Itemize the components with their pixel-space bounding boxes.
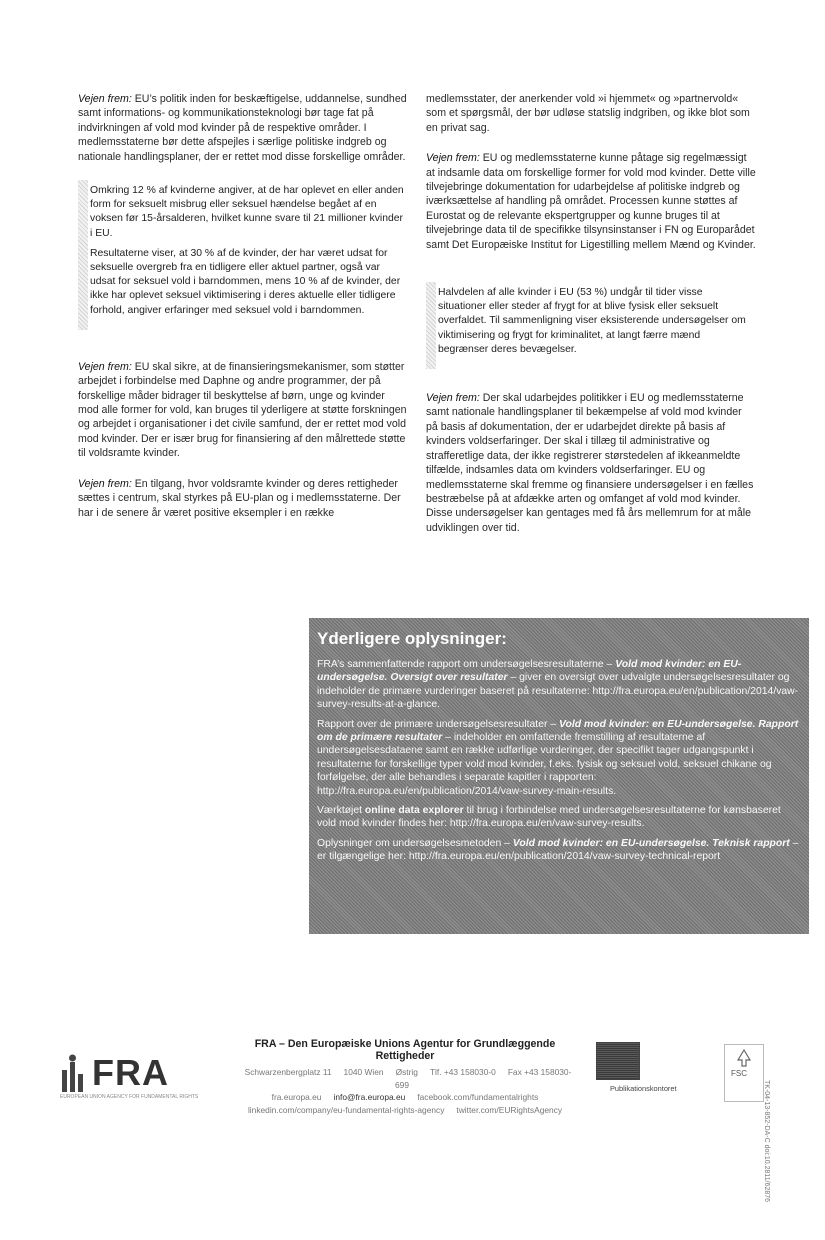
- paragraph: [426, 391, 756, 535]
- address-street: Schwarzenbergplatz 11: [244, 1067, 332, 1077]
- right-column: [426, 92, 756, 551]
- info-box: [309, 618, 809, 934]
- contact-line: [230, 1091, 580, 1104]
- left-column: [78, 92, 408, 536]
- fra-logo: [60, 1050, 199, 1100]
- info-link-text[interactable]: til brug i forbindelse med undersøgelsesresultaterne for kønsbaseret vold mod kvinder findes her: http://fra.europa.eu/en/vaw-survey-results.: [317, 805, 781, 830]
- footer: [0, 1038, 825, 1118]
- publication-title: Vold mod kvinder: en EU-undersøgelse. Rapport om de primære resultater: [317, 718, 799, 744]
- catalogue-code: TK-04-13-852-DA-C doi:10.2811/62876: [763, 1080, 770, 1203]
- highlight-quote: [426, 282, 756, 369]
- website-link[interactable]: fra.europa.eu: [271, 1092, 322, 1102]
- info-item: [317, 804, 799, 831]
- highlight-quote: [78, 180, 408, 330]
- publications-office-label: Publikationskontoret: [610, 1084, 677, 1093]
- phone: Tlf. +43 158030-0: [429, 1067, 496, 1077]
- twitter-link[interactable]: twitter.com/EURightsAgency: [456, 1104, 563, 1115]
- paragraph-text: EU’s politik inden for beskæftigelse, uddannelse, sundhed samt informations- og kommunikationsteknologi bør tage fat på indvirkningen af vold mod kvinder på de respektive områder. I medlemsstaterne bør dette afspejles i særlige politiske indgreb og nationale handlingsplaner, der er rettet mod disse forskellige områder.: [78, 93, 407, 163]
- quote-text: Omkring 12 % af kvinderne angiver, at de har oplevet en eller anden form for seksuelt misbrug eller seksuel hændelse begået af en voksen før 15-årsalderen, hvilket kunne svare til 21 millioner kvinder i EU.: [90, 185, 404, 239]
- publications-office-logo: [596, 1042, 716, 1104]
- fra-emblem-icon: [60, 1054, 88, 1094]
- info-box-heading: Yderligere oplysninger:: [317, 629, 507, 648]
- paragraph-text: EU og medlemsstaterne kunne påtage sig regelmæssigt at indsamle data om forskellige former for vold mod kvinder. Dette ville tilvejebringe dokumentation for udarbejdelse af politiske indgreb og iværksættelse af handling på området. Processen kunne støttes af Eurostat og de relevante ekspertgrupper og kunne bruges til at tilvejebringe data til de specifikke tilsynsinstanser i FN og Europarådet samt Det Europæiske Institut for Ligestilling mellem Mænd og Kvinder.: [426, 152, 756, 251]
- address-line: [230, 1066, 580, 1091]
- paragraph: [426, 151, 756, 252]
- info-text: Værktøjet: [317, 805, 365, 817]
- address-city: 1040 Wien: [343, 1067, 384, 1077]
- agency-title: FRA – Den Europæiske Unions Agentur for Grundlæggende Rettigheder: [254, 1038, 556, 1062]
- info-text: Rapport over de primære undersøgelsesresultater –: [317, 718, 559, 730]
- fra-logo-text: FRA: [92, 1052, 169, 1093]
- facebook-link[interactable]: facebook.com/fundamentalrights: [417, 1092, 539, 1102]
- info-link-text[interactable]: – giver en oversigt over udvalgte undersøgelsesresultater og indeholder de primære vurderinger baseret på resultaterne: http://fra.europa.eu/en/publication/2014/vaw-survey-results-at-a-glance.: [317, 672, 799, 711]
- info-item: [317, 658, 799, 712]
- publication-title: Vold mod kvinder: en EU-undersøgelse. Oversigt over resultater: [317, 659, 742, 684]
- eu-flag-icon: [596, 1042, 640, 1080]
- lead-label: Vejen frem:: [78, 93, 132, 105]
- paragraph: [78, 92, 408, 164]
- publication-title: Vold mod kvinder: en EU-undersøgelse. Teknisk rapport: [512, 837, 790, 849]
- paragraph: [78, 477, 408, 520]
- info-link-text[interactable]: – er tilgængelige her: http://fra.europa.eu/en/publication/2014/vaw-survey-technical-report: [317, 837, 799, 863]
- lead-label: Vejen frem:: [78, 360, 132, 373]
- quote-text: Resultaterne viser, at 30 % af de kvinder, der har været udsat for seksuelle overgreb fra en tidligere eller aktuel partner, også var udsat for seksuel vold i barndommen, mens 10 % af de kvinder, der ikke har oplevet seksuel viktimisering i deres aktuelle eller tidligere forhold, angiver erfaringer med seksuel vold i barndommen.: [90, 247, 401, 316]
- quote-text: Halvdelen af alle kvinder i EU (53 %) undgår til tider visse situationer eller steder af frygt for at blive fysisk eller seksuelt overfaldet. Til sammenligning viser eksisterende undersøgelser om viktimisering og frygt for kriminalitet, at langt færre mænd begrænser deres bevægelser.: [438, 287, 746, 355]
- email-link[interactable]: info@fra.europa.eu: [333, 1092, 406, 1102]
- info-text: Oplysninger om undersøgelsesmetoden –: [317, 837, 513, 849]
- paragraph-text: EU skal sikre, at de finansieringsmekanismer, som støtter arbejdet i forbindelse med Daphne og andre programmer, der på forskellige måder bidrager til beskyttelse af børn, unge og kvinder mod alle former for vold, kan bruges til yderligere at støtte forskningen og arbejdet i organisationer i det civile samfund, der er rettet mod vold mod kvinder. Der er især brug for finansiering af den målrettede støtte til voldsramte kvinder.: [78, 360, 407, 460]
- paragraph-text: En tilgang, hvor voldsramte kvinder og deres rettigheder sættes i centrum, skal styrkes på EU-plan og i medlemsstaterne. Der har i de senere år været positive eksempler i en række: [78, 477, 401, 519]
- social-line: [230, 1104, 580, 1117]
- paragraph: [78, 360, 408, 461]
- paragraph: [426, 92, 756, 135]
- info-item: [317, 837, 799, 864]
- tree-icon: [734, 1048, 754, 1068]
- lead-label: Vejen frem:: [426, 392, 480, 405]
- fsc-logo: [724, 1044, 764, 1102]
- agency-info: [230, 1038, 580, 1116]
- fsc-label: FSC: [731, 1069, 747, 1078]
- info-text: FRA’s sammenfattende rapport om undersøgelsesresultaterne –: [317, 659, 616, 670]
- address-country: Østrig: [395, 1067, 418, 1077]
- lead-label: Vejen frem:: [78, 477, 132, 490]
- info-item: [317, 718, 799, 798]
- paragraph-text: medlemsstater, der anerkender vold »i hjemmet« og »partnervold« som et spørgsmål, der bør udløse statslig indgriben, og ikke blot som en privat sag.: [426, 93, 750, 134]
- info-link-text[interactable]: – indeholder en omfattende fremstilling af resultaterne af undersøgelsesdataene samt en række udførlige vurderinger, der specifikt tager udgangspunkt i resultaterne for forskellige typer vold mod kvinder, f.eks. fysisk og seksuel vold, seksuel chikane og forfølgelse, der alle behandles i separate kapitler i rapporten: http://fra.europa.eu/en/publication/2014/vaw-survey-main-results.: [317, 732, 772, 797]
- linkedin-link[interactable]: linkedin.com/company/eu-fundamental-rights-agency: [247, 1104, 445, 1115]
- fra-logo-subtitle: EUROPEAN UNION AGENCY FOR FUNDAMENTAL RIGHTS: [60, 1094, 199, 1100]
- tool-name: online data explorer: [364, 805, 464, 817]
- paragraph-text: Der skal udarbejdes politikker i EU og medlemsstaterne samt nationale handlingsplaner til bekæmpelse af vold mod kvinder på basis af dokumentation, der er udarbejdet direkte på basis af kvinders voldserfaringer. Der skal i tillæg til administrative og strafferetlige data, der ikke registrerer størstedelen af ikkeanmeldte tilfælde, indsamles data om kvinders voldserfaringer. EU og medlemsstaterne skal fremme og finansiere undersøgelser i en fælles bestræbelse på at afdække arten og omfanget af vold mod kvinder. Disse undersøgelser kan gentages med få års mellemrum for at måle udviklingen over tid.: [426, 392, 754, 534]
- fax: Fax +43 158030-699: [395, 1067, 572, 1090]
- lead-label: Vejen frem:: [426, 152, 480, 165]
